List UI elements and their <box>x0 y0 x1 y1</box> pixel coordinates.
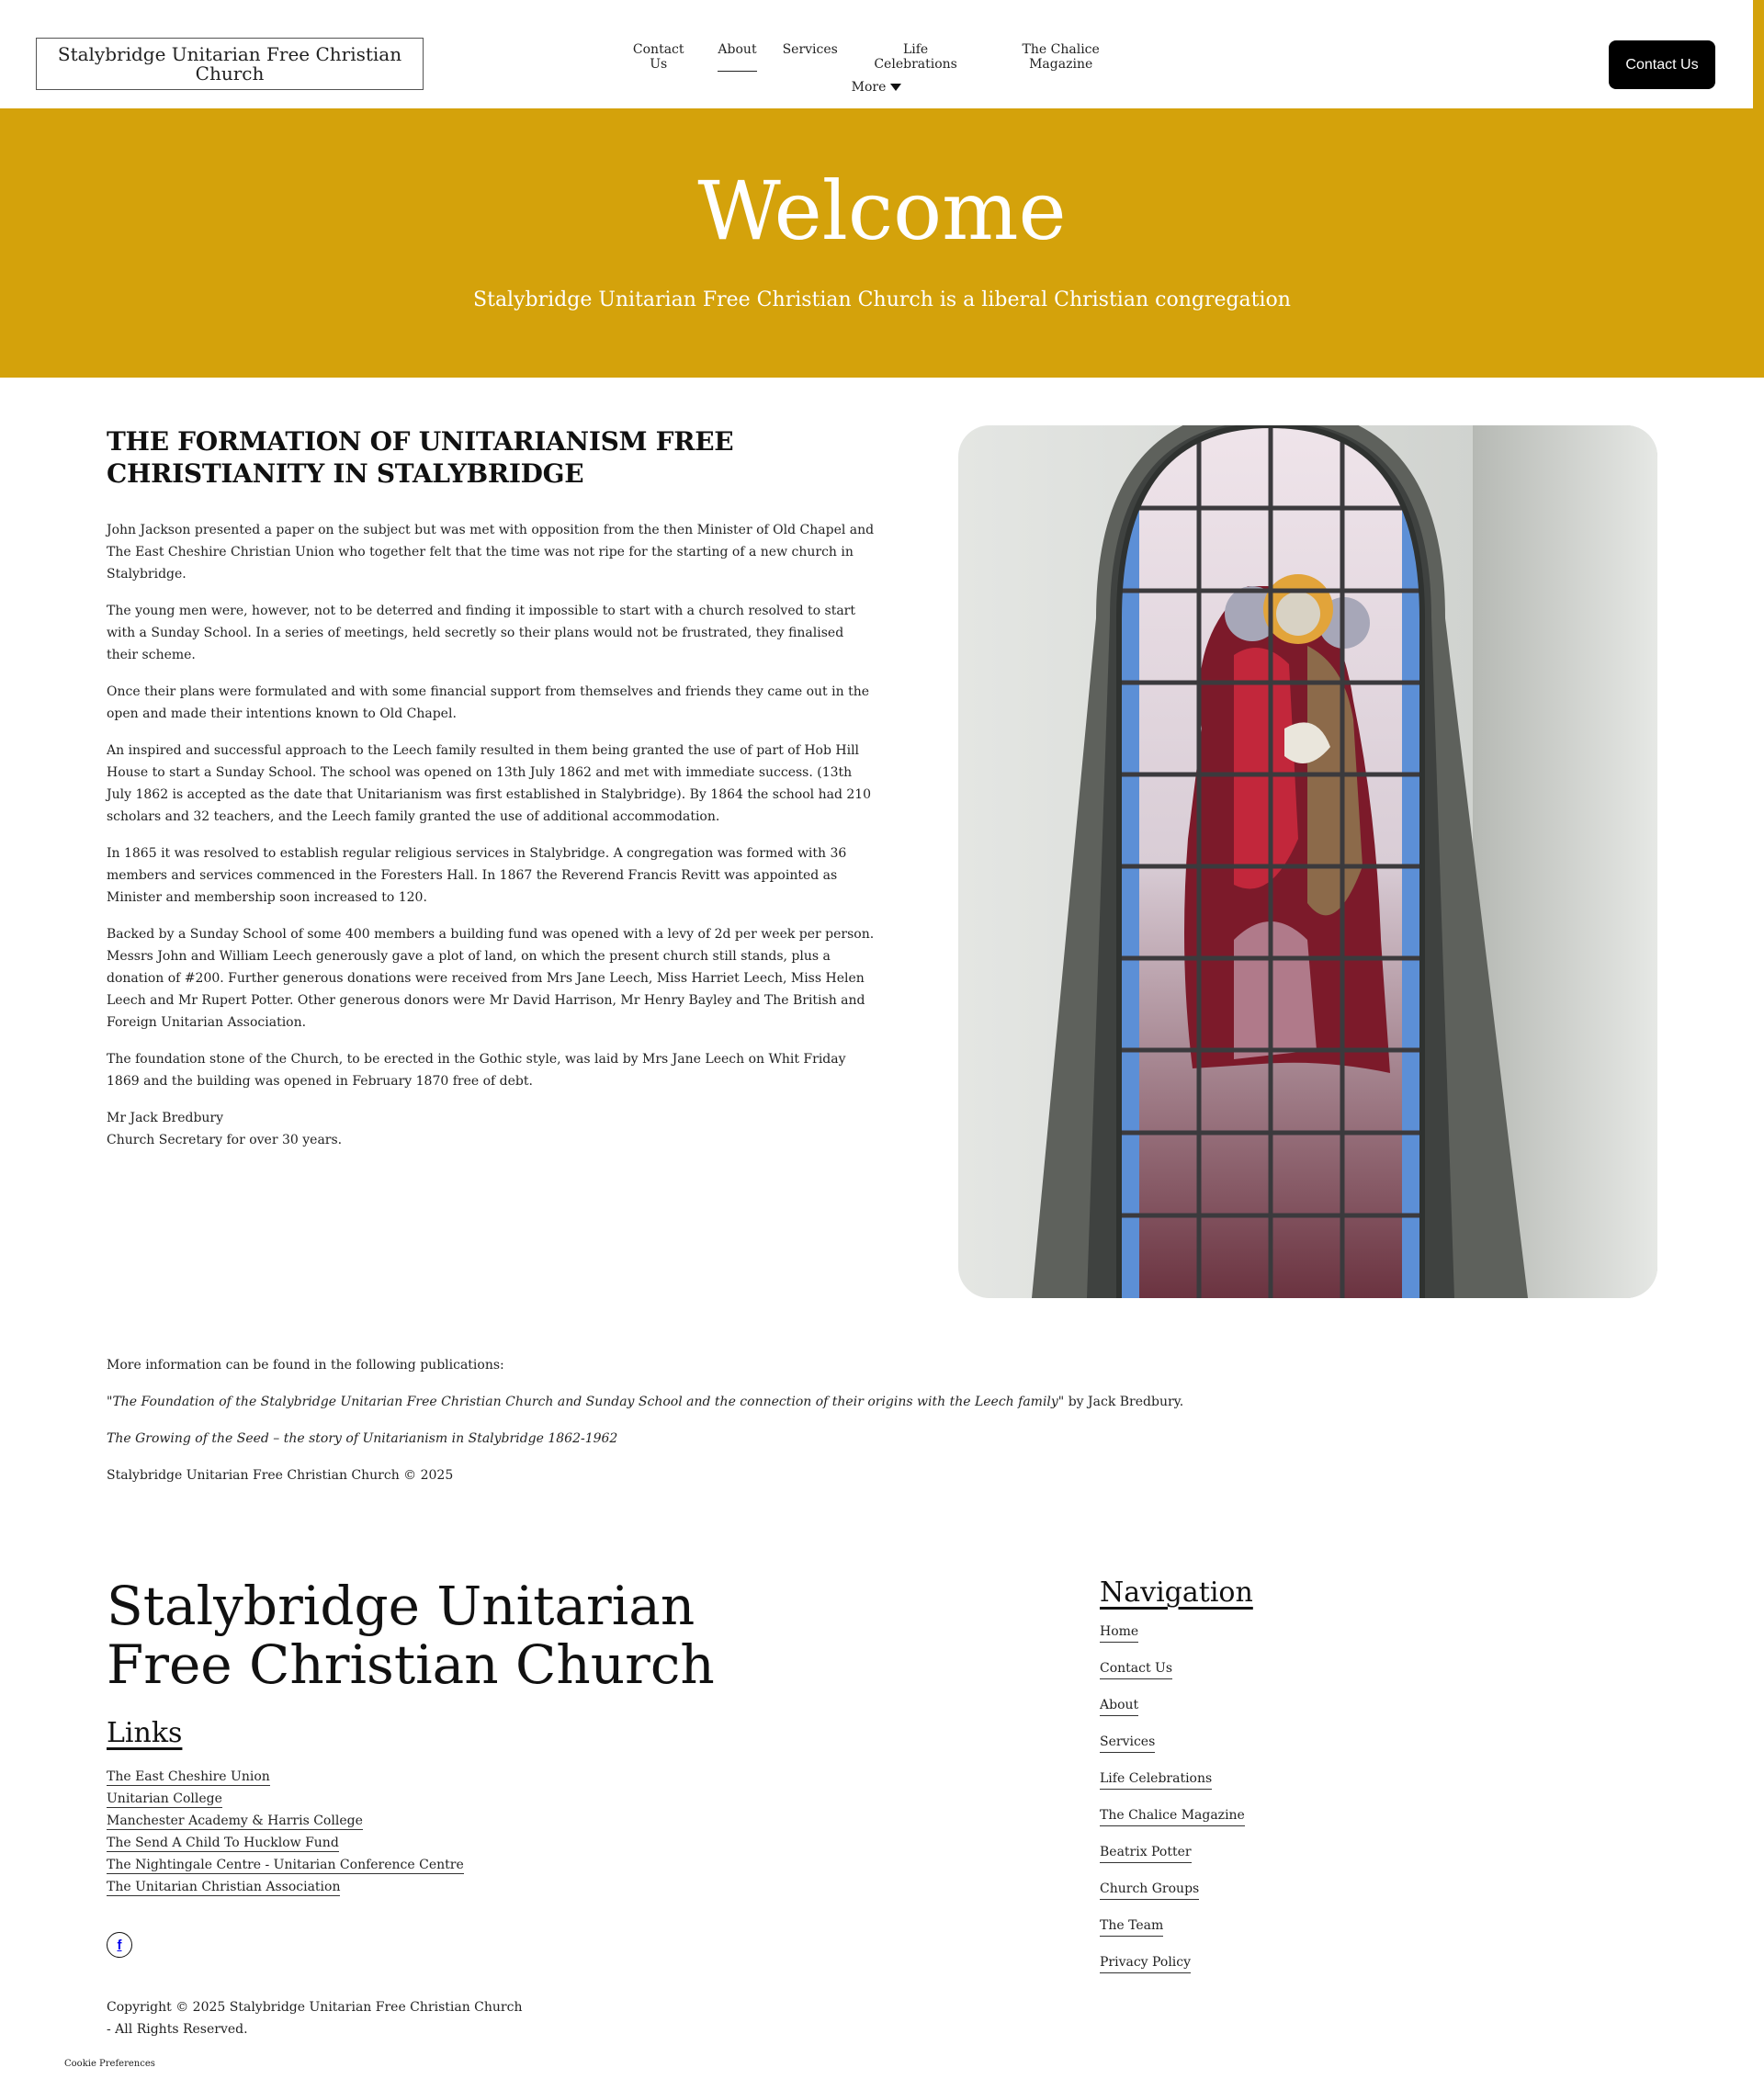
link-label: The Unitarian Christian Association <box>107 1880 341 1894</box>
facebook-icon[interactable]: f <box>107 1932 132 1958</box>
footer-nav-privacy-policy[interactable] <box>1100 1955 1245 1992</box>
publication-2-title: The Growing of the Seed – the story of Unitarianism in Stalybridge 1862-1962 <box>107 1431 618 1446</box>
footer-nav-services[interactable] <box>1100 1734 1245 1771</box>
nav-more-label: More <box>851 80 887 95</box>
footer-nav-label: Life Celebrations <box>1100 1771 1212 1790</box>
publication-1-author: by Jack Bredbury. <box>1064 1395 1184 1409</box>
link-label: The Nightingale Centre - Unitarian Conference Centre <box>107 1858 464 1872</box>
footer-nav-label: Contact Us <box>1100 1661 1172 1679</box>
link-manchester-academy[interactable] <box>107 1810 464 1832</box>
article-signoff <box>107 1107 878 1151</box>
footer-links-heading: Links <box>107 1717 183 1749</box>
article-paragraph: An inspired and successful approach to the Leech family resulted in them being granted the use of part of Hob Hill House to start a Sunday School. The school was opened on 13th July 1862 and met with immediate success. (13th July 1862 is accepted as the date that Unitarianism was first established in Stalybridge). By 1864 the school had 210 scholars and 32 teachers, and the Leech family granted the use of additional accommodation. <box>107 743 872 824</box>
footer-nav-label: About <box>1100 1698 1138 1716</box>
caret-down-icon <box>890 84 901 91</box>
footer-nav-label: Services <box>1100 1734 1155 1753</box>
article-paragraph: John Jackson presented a paper on the subject but was met with opposition from the then Minister of Old Chapel and The East Cheshire Christian Union who together felt that the time was not ripe for the starting of a new church in Stalybridge. <box>107 523 875 582</box>
footer-nav-home[interactable] <box>1100 1624 1245 1661</box>
footer-nav-label: Home <box>1100 1624 1138 1643</box>
content-copyright: Stalybridge Unitarian Free Christian Church © 2025 <box>107 1468 454 1483</box>
link-label: The Send A Child To Hucklow Fund <box>107 1836 339 1850</box>
link-unitarian-christian-association[interactable] <box>107 1876 464 1898</box>
publication-1-title: "The Foundation of the Stalybridge Unitarian Free Christian Church and Sunday School and the connection of their origins with the Leech family" <box>107 1395 1065 1409</box>
footer-copyright: Copyright © 2025 Stalybridge Unitarian Free Christian Church - All Rights Reserved. <box>107 2000 523 2037</box>
article-paragraph: The foundation stone of the Church, to be erected in the Gothic style, was laid by Mrs Jane Leech on Whit Friday 1869 and the building was opened in February 1870 free of debt. <box>107 1052 846 1089</box>
footer-nav-label: Privacy Policy <box>1100 1955 1191 1973</box>
article-paragraph: In 1865 it was resolved to establish regular religious services in Stalybridge. A congregation was formed with 36 members and services commenced in the Foresters Hall. In 1867 the Reverend Francis Revitt was appointed as Minister and membership soon increased to 120. <box>107 846 847 905</box>
publication-2 <box>107 1428 1209 1450</box>
main-nav <box>625 42 1128 95</box>
footer-nav-heading: Navigation <box>1100 1576 1253 1609</box>
publications-section <box>107 1354 1209 1501</box>
link-send-a-child-fund[interactable] <box>107 1832 464 1854</box>
link-nightingale-centre[interactable] <box>107 1854 464 1876</box>
link-unitarian-college[interactable] <box>107 1788 464 1810</box>
footer-nav-life-celebrations[interactable] <box>1100 1771 1245 1808</box>
publication-1 <box>107 1391 1209 1413</box>
site-logo[interactable] <box>36 38 424 90</box>
footer-links-list <box>107 1766 464 1898</box>
footer-nav-church-groups[interactable] <box>1100 1881 1245 1918</box>
footer-nav-label: The Chalice Magazine <box>1100 1808 1245 1826</box>
history-article <box>107 425 878 1166</box>
scrollbar-strip <box>1753 0 1764 108</box>
article-heading: THE FORMATION OF UNITARIANISM FREE CHRISTIANITY IN STALYBRIDGE <box>107 426 734 489</box>
article-paragraph: The young men were, however, not to be deterred and finding it impossible to start with a church resolved to start with a Sunday School. In a series of meetings, held secretly so their plans would not be frustrated, they finalised their scheme. <box>107 604 856 662</box>
footer-nav-label: The Team <box>1100 1918 1163 1937</box>
footer-title: Stalybridge Unitarian Free Christian Church <box>107 1575 715 1696</box>
cookie-preferences-link[interactable]: Cookie Preferences <box>64 2059 155 2069</box>
hero-banner <box>0 108 1764 378</box>
signoff-role: Church Secretary for over 30 years. <box>107 1133 343 1147</box>
link-label: The East Cheshire Union <box>107 1769 270 1784</box>
article-paragraph: Backed by a Sunday School of some 400 members a building fund was opened with a levy of 2d per week per person. Messrs John and William Leech generously gave a plot of land, on which the present church still stands, plus a donation of #200. Further generous donations were received from Mrs Jane Leech, Miss Harriet Leech, Miss Helen Leech and Mr Rupert Potter. Other generous donors were Mr David Harrison, Mr Henry Bayley and The British and Foreign Unitarian Association. <box>107 927 875 1030</box>
footer-nav-list <box>1100 1624 1245 1992</box>
link-label: Unitarian College <box>107 1791 222 1806</box>
hero-title: Welcome <box>697 164 1067 258</box>
footer-nav-chalice-magazine[interactable] <box>1100 1808 1245 1845</box>
footer-nav-label: Church Groups <box>1100 1881 1199 1900</box>
footer-nav-beatrix-potter[interactable] <box>1100 1845 1245 1881</box>
nav-contact-us[interactable]: Contact Us <box>632 42 684 72</box>
footer-nav-about[interactable] <box>1100 1698 1245 1734</box>
signoff-name: Mr Jack Bredbury <box>107 1111 224 1125</box>
footer-nav-the-team[interactable] <box>1100 1918 1245 1955</box>
publications-intro: More information can be found in the following publications: <box>107 1358 504 1373</box>
stained-glass-window-image <box>958 425 1657 1298</box>
link-east-cheshire-union[interactable] <box>107 1766 464 1788</box>
nav-about[interactable]: About <box>718 42 756 72</box>
footer-nav-contact-us[interactable] <box>1100 1661 1245 1698</box>
header-contact-button[interactable]: Contact Us <box>1609 40 1715 89</box>
nav-services[interactable]: Services <box>782 42 838 57</box>
nav-life-celebrations[interactable]: Life Celebrations <box>874 42 957 72</box>
site-logo-text: Stalybridge Unitarian Free Christian Church <box>57 42 402 85</box>
hero-subtitle: Stalybridge Unitarian Free Christian Church is a liberal Christian congregation <box>473 288 1291 311</box>
link-label: Manchester Academy & Harris College <box>107 1813 363 1828</box>
site-header <box>0 0 1753 108</box>
nav-chalice-magazine[interactable]: The Chalice Magazine <box>1022 42 1100 72</box>
nav-more-dropdown[interactable] <box>852 80 902 95</box>
article-paragraph: Once their plans were formulated and with some financial support from themselves and friends they came out in the open and made their intentions known to Old Chapel. <box>107 684 869 721</box>
footer-nav-label: Beatrix Potter <box>1100 1845 1192 1863</box>
